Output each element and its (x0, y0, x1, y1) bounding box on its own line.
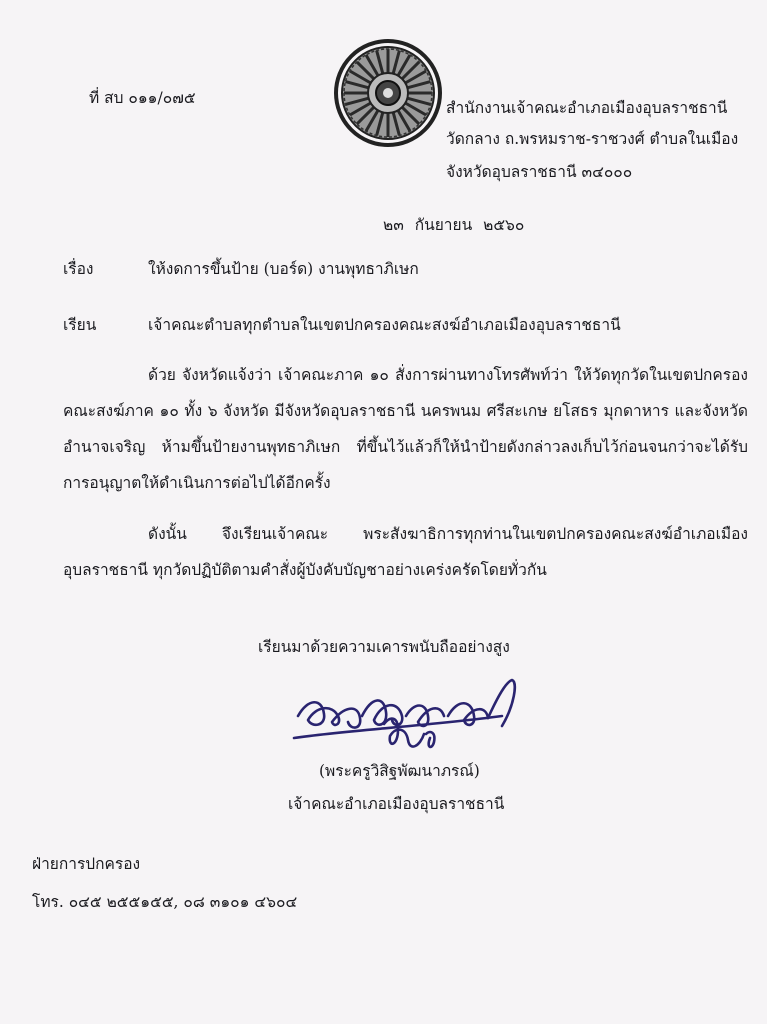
sender-address-line-2: วัดกลาง ถ.พรหมราช-ราชวงศ์ ตำบลในเมือง (446, 130, 739, 148)
handwritten-signature-icon (288, 676, 528, 762)
closing-phrase: เรียนมาด้วยความเคารพนับถืออย่างสูง (258, 638, 510, 656)
footer-department: ฝ่ายการปกครอง (32, 855, 141, 873)
footer-phone: โทร. ๐๔๕ ๒๕๕๑๕๕, ๐๘ ๓๑๐๑ ๔๖๐๔ (32, 893, 298, 911)
subject-label: เรื่อง (63, 260, 94, 278)
subject-text: ให้งดการขึ้นป้าย (บอร์ด) งานพุทธาภิเษก (148, 260, 419, 278)
document-number: ที่ สบ ๐๑๑/๐๗๕ (89, 89, 196, 107)
body-paragraph-1: ด้วย จังหวัดแจ้งว่า เจ้าคณะภาค ๑๐ สั่งการผ่านทางโทรศัพท์ว่า ให้วัดทุกวัดในเขตปกครองคณะสงฆ์ภาค ๑๐ ทั้ง ๖ จังหวัด มีจังหวัดอุบลราชธานี นครพนม ศรีสะเกษ ยโสธร มุกดาหาร และจังหวัดอำนาจเจริญ ห้ามขึ้นป้ายงานพุทธาภิเษก ที่ขึ้นไว้แล้วก็ให้นำป้ายดังกล่าวลงเก็บไว้ก่อนจนกว่าจะได้รับการอนุญาตให้ดำเนินการต่อไปได้อีกครั้ง (63, 366, 748, 492)
sender-address-line-1: สำนักงานเจ้าคณะอำเภอเมืองอุบลราชธานี (446, 99, 728, 117)
recipient-text: เจ้าคณะตำบลทุกตำบลในเขตปกครองคณะสงฆ์อำเภอเมืองอุบลราชธานี (148, 316, 621, 334)
document-date: ๒๓ กันยายน ๒๕๖๐ (383, 216, 525, 234)
signer-position: เจ้าคณะอำเภอเมืองอุบลราชธานี (288, 795, 505, 813)
signer-name: (พระครูวิสิฐพัฒนาภรณ์) (319, 762, 480, 780)
body-paragraph-2: ดังนั้น จึงเรียนเจ้าคณะ พระสังฆาธิการทุกท่านในเขตปกครองคณะสงฆ์อำเภอเมืองอุบลราชธานี ทุกวัดปฏิบัติตามคำสั่งผู้บังคับบัญชาอย่างเคร่งครัดโดยทั่วกัน (63, 525, 748, 579)
dharma-wheel-emblem-icon (333, 38, 443, 148)
recipient-label: เรียน (63, 316, 97, 334)
sender-address-line-3: จังหวัดอุบลราชธานี ๓๔๐๐๐ (446, 163, 633, 181)
